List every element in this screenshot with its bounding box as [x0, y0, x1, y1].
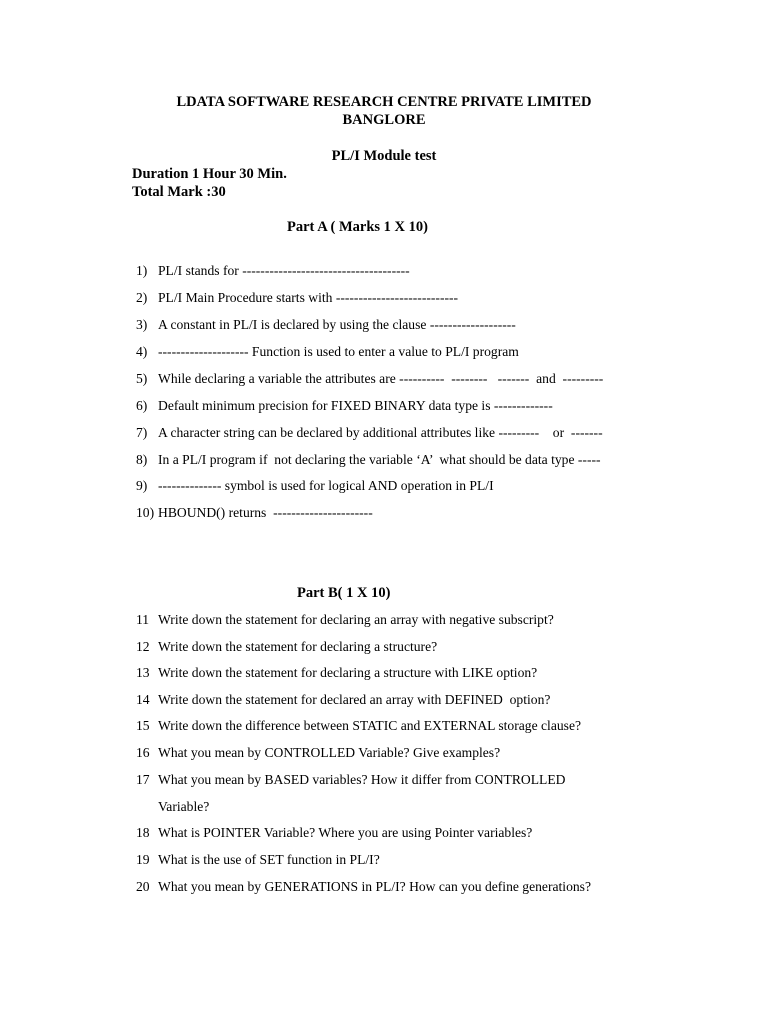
part-b-title: Part B( 1 X 10) [297, 585, 391, 601]
duration: Duration 1 Hour 30 Min. [132, 166, 287, 182]
part-b-question-continuation: Variable? [158, 799, 210, 814]
test-title: PL/I Module test [331, 148, 437, 164]
company-city: BANGLORE [342, 112, 426, 128]
company-name: LDATA SOFTWARE RESEARCH CENTRE PRIVATE LIMITED [176, 94, 592, 110]
document-page: LDATA SOFTWARE RESEARCH CENTRE PRIVATE LIMITED BANGLORE PL/I Module test Duration 1 Hour 30 Min. Total Mark :30 Part A ( Marks 1 X 10) 1) PL/I stands for ------------------------------------- 2) PL/I Main Procedure starts with --------------------------- 3) A constant in PL/I is declared by using the clause ------------------- 4) -------------------- Function is used to enter a value to PL/I program 5) While declaring a variable the attributes are ---------- -------- ------- and --------- 6) Default minimum precision for FIXED BINARY data type is ------------- 7) A character string can be declared by additional attributes like --------- or ------- 8) In a PL/I program if not declaring the variable ‘A’ what should be data type ----- 9) -------------- symbol is used for logical AND operation in PL/I 10) HBOUND() returns ---------------------- Part B( 1 X 10) 11 Write down the statement for declaring an array with negative subscript? 12 Write down the statement for declaring a structure? 13 Write down the statement for declaring a structure with LIKE option? 14 Write down the statement for declared an array with DEFINED option? 15 Write down the difference between STATIC and EXTERNAL storage clause? 16 What you mean by CONTROLLED Variable? Give examples? 17 What you mean by BASED variables? How it differ from CONTROLLED Variable? 18 What is POINTER Variable? Where you are using Pointer variables? 19 What is the use of SET function in PL/I? 20 What you mean by GENERATIONS in PL/I? How can you define generations? [0, 0, 768, 1024]
total-mark: Total Mark :30 [132, 184, 226, 200]
part-a-title: Part A ( Marks 1 X 10) [287, 219, 428, 235]
